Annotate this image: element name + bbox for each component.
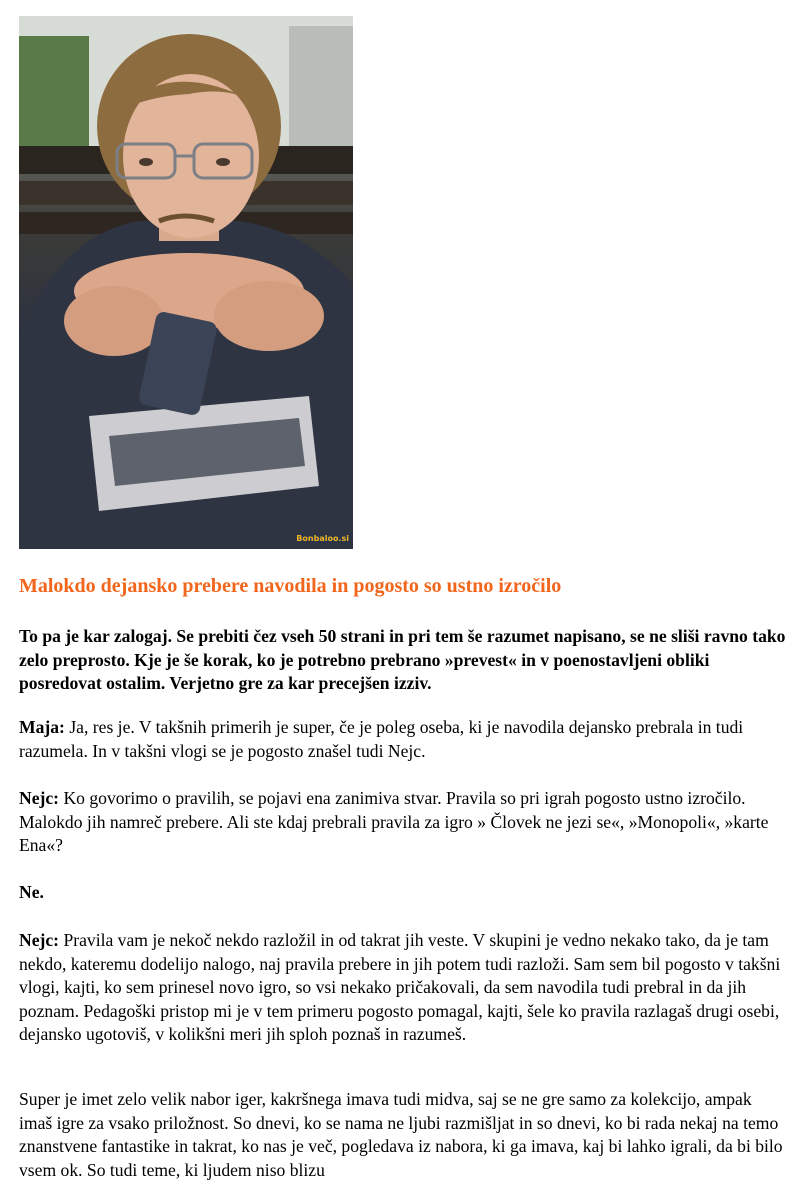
paragraph-text: Ja, res je. V takšnih primerih je super, če je poleg oseba, ki je navodila dejansko prebrala in tudi razumela. In v takšni vlogi se je pogosto znašel tudi Nejc.	[19, 717, 744, 761]
paragraph-text: Pravila vam je nekoč nekdo razložil in od takrat jih veste. V skupini je vedno nekako tako, da je tam nekdo, kateremu dodelijo nalogo, naj pravila prebere in jih potem tudi razloži. Sam sem bil pogosto v takšni vlogi, kajti, ko sem prinesel novo igro, so vsi nekako pričakovali, da sem navodila tudi prebral in da jih poznam. Pedagoški pristop mi je v tem primeru pogosto pomagal, kajti, šele ko pravila razlagaš drugi osebi, dejansko ugotoviš, v kolikšni meri jih sploh poznaš in razumeš.	[19, 930, 781, 1044]
lead-paragraph: To pa je kar zalogaj. Se prebiti čez vseh 50 strani in pri tem še razumet napisano, se ne sliši ravno tako zelo preprosto. Kje je še korak, ko je potrebno prebrano »prevest« in v poenostavljeni obliki posredovat ostalim. Verjetno gre za kar precejšen izziv.	[19, 626, 786, 693]
speaker-label: Maja:	[19, 717, 65, 737]
portrait-illustration	[19, 16, 353, 549]
paragraph-text: Ko govorimo o pravilih, se pojavi ena zanimiva stvar. Pravila so pri igrah pogosto ustno izročilo. Malokdo jih namreč prebere. Ali ste kdaj prebrali pravila za igro » Človek ne jezi se«, »Monopoli«, »karte Ena«?	[19, 788, 769, 855]
speaker-label: Nejc:	[19, 788, 60, 808]
paragraph-nejc-rules	[19, 787, 789, 858]
paragraph-collection: Super je imet zelo velik nabor iger, kakršnega imava tudi midva, saj se ne gre samo za kolekcijo, ampak imaš igre za vsako priložnost. So dnevi, ko se nama ne ljubi razmišljat in so dnevi, ko bi rada nekaj na temo znanstvene fantastike in takrat, ko nas je več, pogledava iz nabora, ki ga imava, kaj bi lahko igrali, da bi bilo vsem ok. So tudi teme, ki ljudem niso blizu	[19, 1089, 783, 1180]
portrait-photo	[19, 16, 353, 549]
article-heading: Malokdo dejansko prebere navodila in pogosto so ustno izročilo	[19, 575, 562, 597]
watermark-logo: Bonbaloo.si	[296, 534, 349, 543]
paragraph-nejc-explain	[19, 929, 789, 1047]
paragraph-maja	[19, 716, 789, 763]
speaker-label: Nejc:	[19, 930, 60, 950]
paragraph-answer: Ne.	[19, 882, 44, 902]
